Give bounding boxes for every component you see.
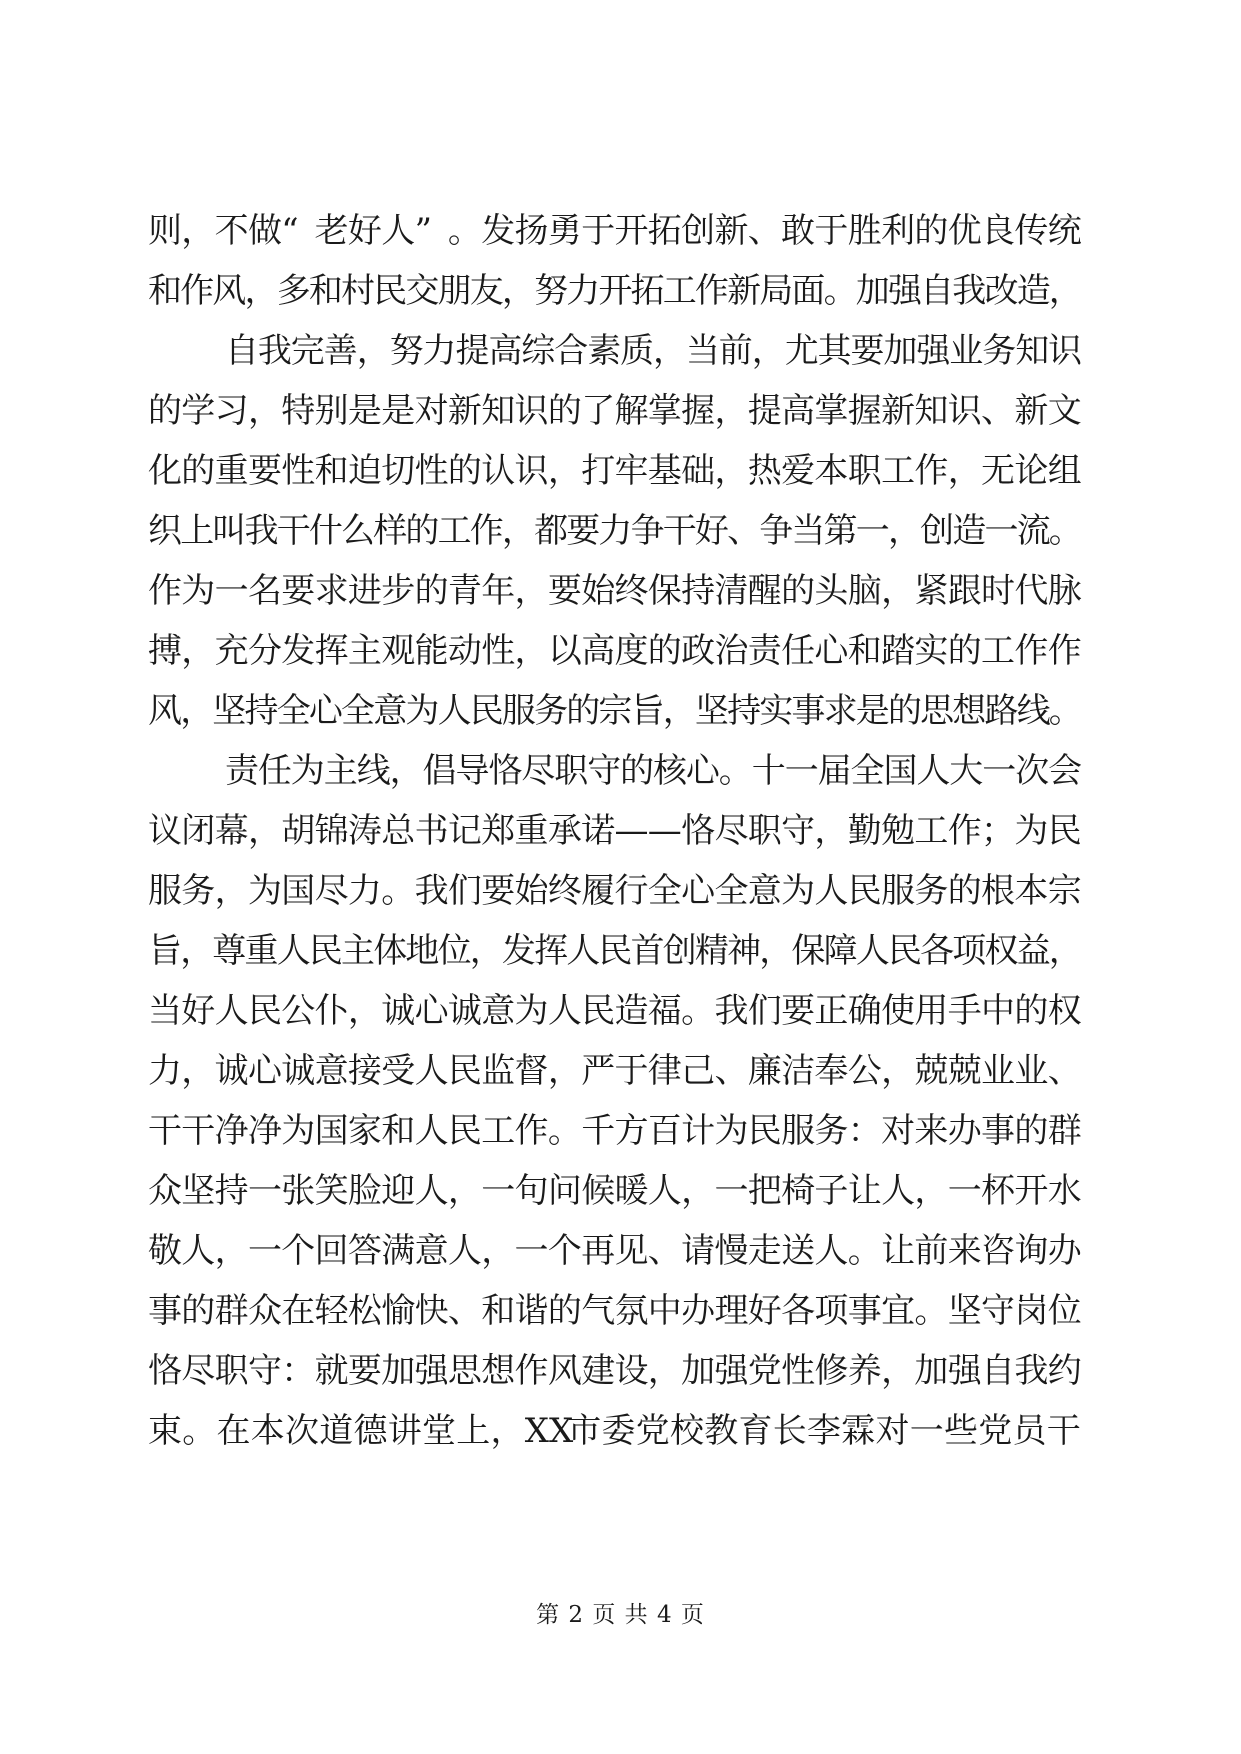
page-footer: 第 2 页 共 4 页 [536,1602,705,1628]
document-page: 则 ， 不 做 “ 老 好 人 ” 。 发 扬 勇 于 开 拓 创 新 、 敢 于 胜 利 的 优 良 传 统 和 作 风 ， 多 和 村 民 交 朋 友 ， 努 力 开 拓 工 作 新 局 面 。 加 强 自 我 改 造 ， 自 我 完 善 ， 努 力 提 高 综 合 素 质 ， 当 前 ， 尤 其 要 加 强 业 务 知 识 的 学 习 ， 特 别 是 是 对 新 知 识 的 了 解 掌 握 ， 提 高 掌 握 新 知 识 、 新 文 化 的 重 要 性 和 迫 切 性 的 认 识 ， 打 牢 基 础 ， 热 爱 本 职 工 作 ， 无 论 组 织 上 叫 我 干 什 么 样 的 工 作 ， 都 要 力 争 干 好 、 争 当 第 一 ， 创 造 一 流 。 作 为 一 名 要 求 进 步 的 青 年 ， 要 始 终 保 持 清 醒 的 头 脑 ， 紧 跟 时 代 脉 搏 ， 充 分 发 挥 主 观 能 动 性 ， 以 高 度 的 政 治 责 任 心 和 踏 实 的 工 作 作 风 ， 坚 持 全 心 全 意 为 人 民 服 务 的 宗 旨 ， 坚 持 实 事 求 是 的 思 想 路 线 。 责 任 为 主 线 ， 倡 导 恪 尽 职 守 的 核 心 。 十 一 届 全 国 人 大 一 次 会 议 闭 幕 ， 胡 锦 涛 总 书 记 郑 重 承 诺 — — 恪 尽 职 守 ， 勤 勉 工 作 ； 为 民 服 务 ， 为 国 尽 力 。 我 们 要 始 终 履 行 全 心 全 意 为 人 民 服 务 的 根 本 宗 旨 ， 尊 重 人 民 主 体 地 位 ， 发 挥 人 民 首 创 精 神 ， 保 障 人 民 各 项 权 益 ， 当 好 人 民 公 仆 ， 诚 心 诚 意 为 人 民 造 福 。 我 们 要 正 确 使 用 手 中 的 权 力 ， 诚 心 诚 意 接 受 人 民 监 督 ， 严 于 律 己 、 廉 洁 奉 公 ， 兢 兢 业 业 、 干 干 净 净 为 国 家 和 人 民 工 作 。 千 方 百 计 为 民 服 务 ： 对 来 办 事 的 群 众 坚 持 一 张 笑 脸 迎 人 ， 一 句 问 候 暖 人 ， 一 把 椅 子 让 人 ， 一 杯 开 水 敬 人 ， 一 个 回 答 满 意 人 ， 一 个 再 见 、 请 慢 走 送 人 。 让 前 来 咨 询 办 事 的 群 众 在 轻 松 愉 快 、 和 谐 的 气 氛 中 办 理 好 各 项 事 宜 。 坚 守 岗 位 恪 尽 职 守 ： 就 要 加 强 思 想 作 风 建 设 ， 加 强 党 性 修 养 ， 加 强 自 我 约 束 。 在 本 次 道 德 讲 堂 上 ， XX 市 委 党 校 教 育 长 李 霖 对 一 些 党 员 干 第 2 页 共 4 页 [0,0,1241,1754]
